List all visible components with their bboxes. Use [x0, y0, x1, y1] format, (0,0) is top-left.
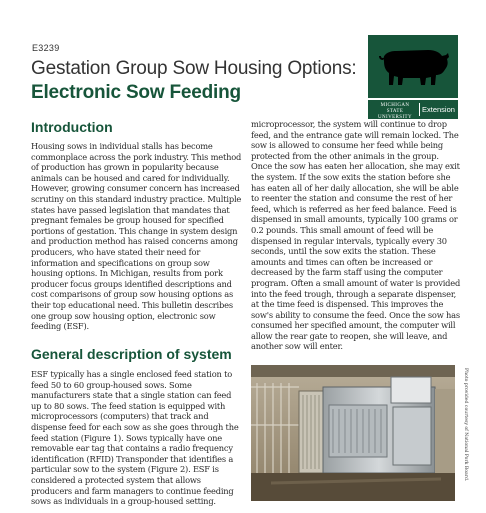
- general-description-text: ESF typically has a single enclosed feed station to feed 50 to 60 group-housed sows. Some manufacturers state that a single station can feed up to 80 sows. The feed station is equipped with microprocessors (computers) that track and dispense feed for each sow as she goes through the feed station (Figure 1). Sows typically have one removable ear tag that contains a radio frequency identification (RFID) Transponder that identifies a particular sow to the system (Figure 2). ESF is considered a protected system that allows producers and farm managers to continue feeding sows as individuals in a group-housed setting.: [31, 369, 239, 507]
- introduction-text: Housing sows in individual stalls has become commonplace across the pork industry. This method of production has grown in popularity because animals can be housed and cared for individually. However, growing consumer concern has increased scrutiny on this standard industry practice. Multiple states have passed legislation that mandates that pregnant females be group housed for specified portions of gestation. This change in system design and production method has raised concerns among producers, who have stated their need for information and specifications on group sow housing options. In Michigan, results from pork producer focus groups identified descriptions and cost comparisons of group sow housing options as their top educational need. This bulletin describes one group sow housing option, electronic sow feeding (ESF).: [31, 141, 242, 332]
- document-title: Gestation Group Sow Housing Options:: [31, 58, 357, 79]
- msu-extension-bar: [368, 99, 458, 119]
- general-description-heading: General description of system: [31, 346, 232, 362]
- logo-divider: [419, 103, 420, 116]
- photo-credit: Photo provided courtesy of National Pork Board.: [463, 368, 468, 482]
- pig-icon: [376, 41, 452, 93]
- document-id: E3239: [32, 43, 60, 53]
- msu-unit-name: Extension: [422, 105, 455, 114]
- column-2-text: microprocessor, the system will continue to drop feed, and the entrance gate will remain locked. The sow is allowed to consume her feed while being protected from the other animals in the group. Once the sow has eaten her allocation, she may exit the system. If the sow exits the station before she has eaten all of her daily allocation, she will be able to reenter the station and consume the rest of her feed, which is referred as her feed balance. Feed is dispensed in small amounts, typically 100 grams or 0.2 pounds. This small amount of feed will be dispensed in regular intervals, typically every 30 seconds, until the sow exits the station. These amounts and times can often be increased or decreased by the farm staff using the computer program. Often a small amount of water is provided into the feed trough, through a separate dispenser, at the time feed is dispensed. This improves the sow's ability to consume the feed. Once the sow has consumed her specified amount, the computer will allow the rear gate to reopen, she will leave, and another sow will enter.: [251, 119, 461, 352]
- msu-institution-name: MICHIGAN STATE UNIVERSITY: [378, 103, 412, 120]
- msu-logo: [368, 35, 458, 98]
- introduction-heading: Introduction: [31, 119, 113, 135]
- document-subtitle: Electronic Sow Feeding: [31, 82, 241, 103]
- feed-station-photo: [251, 365, 455, 501]
